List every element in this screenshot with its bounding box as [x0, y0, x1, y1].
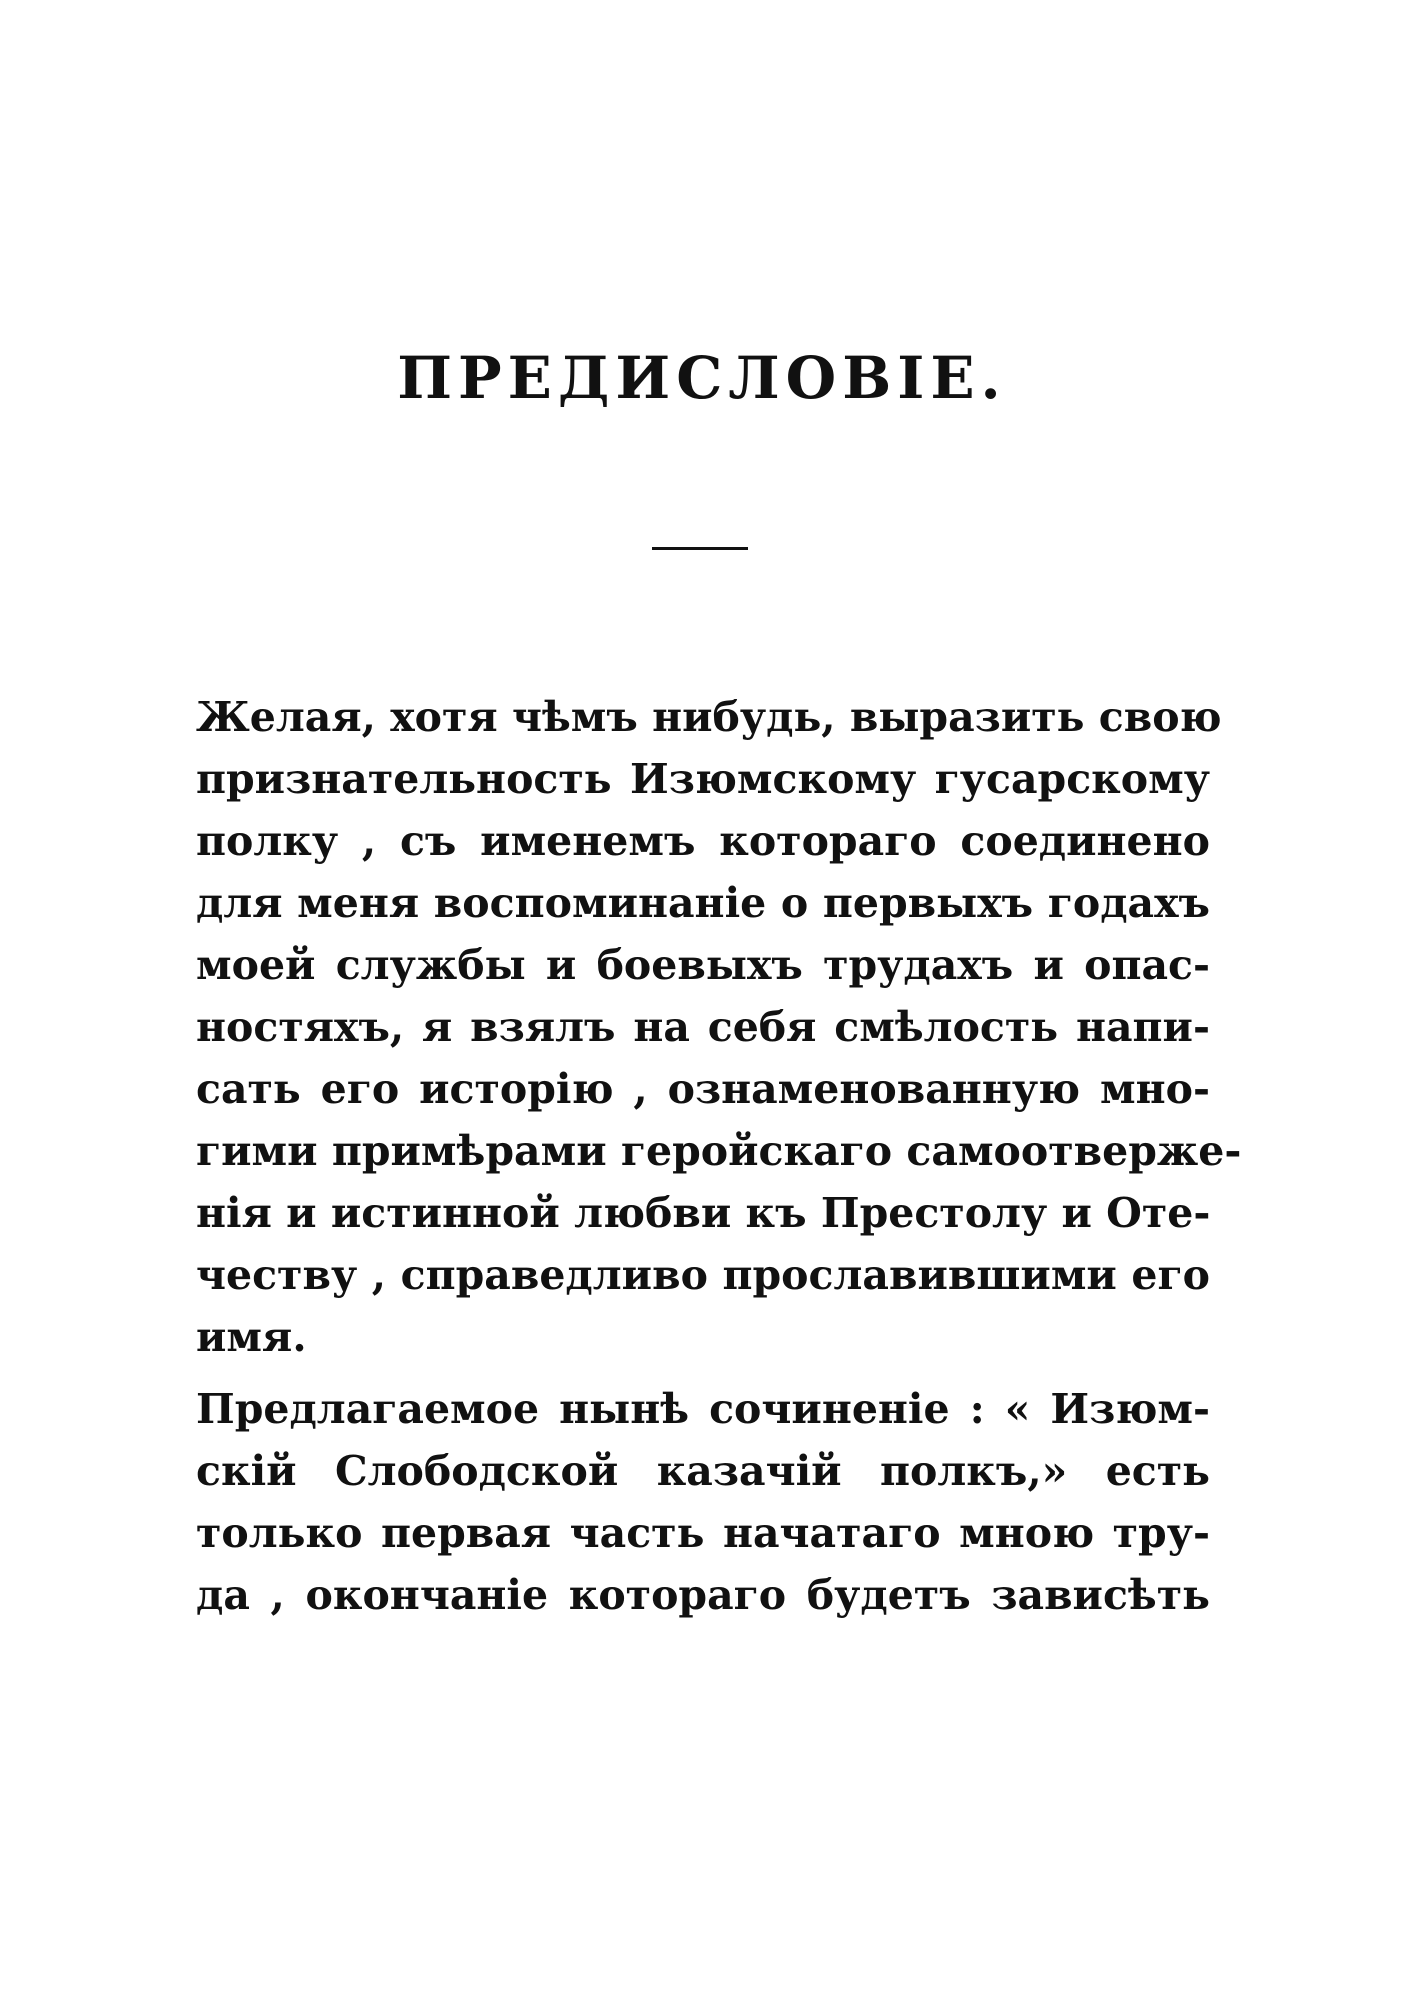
- text-line: нія и истинной любви къ Престолу и Оте-: [196, 1189, 1211, 1237]
- text-line: честву , справедливо прославившими его: [196, 1251, 1210, 1299]
- title-divider: [652, 547, 748, 550]
- text-line: да , окончаніе котораго будетъ зависѣть: [196, 1571, 1210, 1619]
- paragraph-gap: [196, 1368, 1210, 1378]
- text-line: Предлагаемое нынѣ сочиненіе : « Изюм-: [196, 1385, 1210, 1433]
- paragraph-2: [196, 1378, 1210, 1626]
- text-line: моей службы и боевыхъ трудахъ и опас-: [196, 941, 1210, 989]
- text-line: гими примѣрами геройскаго самоотверже-: [196, 1127, 1242, 1175]
- page-title: ПРЕДИСЛОВІЕ.: [397, 344, 1007, 412]
- paragraph-1: [196, 686, 1242, 1368]
- text-line: Желая, хотя чѣмъ нибудь, выразить свою: [196, 693, 1222, 741]
- text-line: скій Слободской казачій полкъ,» есть: [196, 1447, 1210, 1495]
- text-line: признательность Изюмскому гусарскому: [196, 755, 1210, 803]
- text-line: для меня воспоминаніе о первыхъ годахъ: [196, 879, 1210, 927]
- text-line: имя.: [196, 1313, 307, 1361]
- text-line: ностяхъ, я взялъ на себя смѣлость напи-: [196, 1003, 1210, 1051]
- text-line: только первая часть начатаго мною тру-: [196, 1509, 1210, 1557]
- text-line: полку , съ именемъ котораго соединено: [196, 817, 1210, 865]
- preface-text: [196, 686, 1242, 1626]
- text-line: сать его исторію , ознаменованную мно-: [196, 1065, 1210, 1113]
